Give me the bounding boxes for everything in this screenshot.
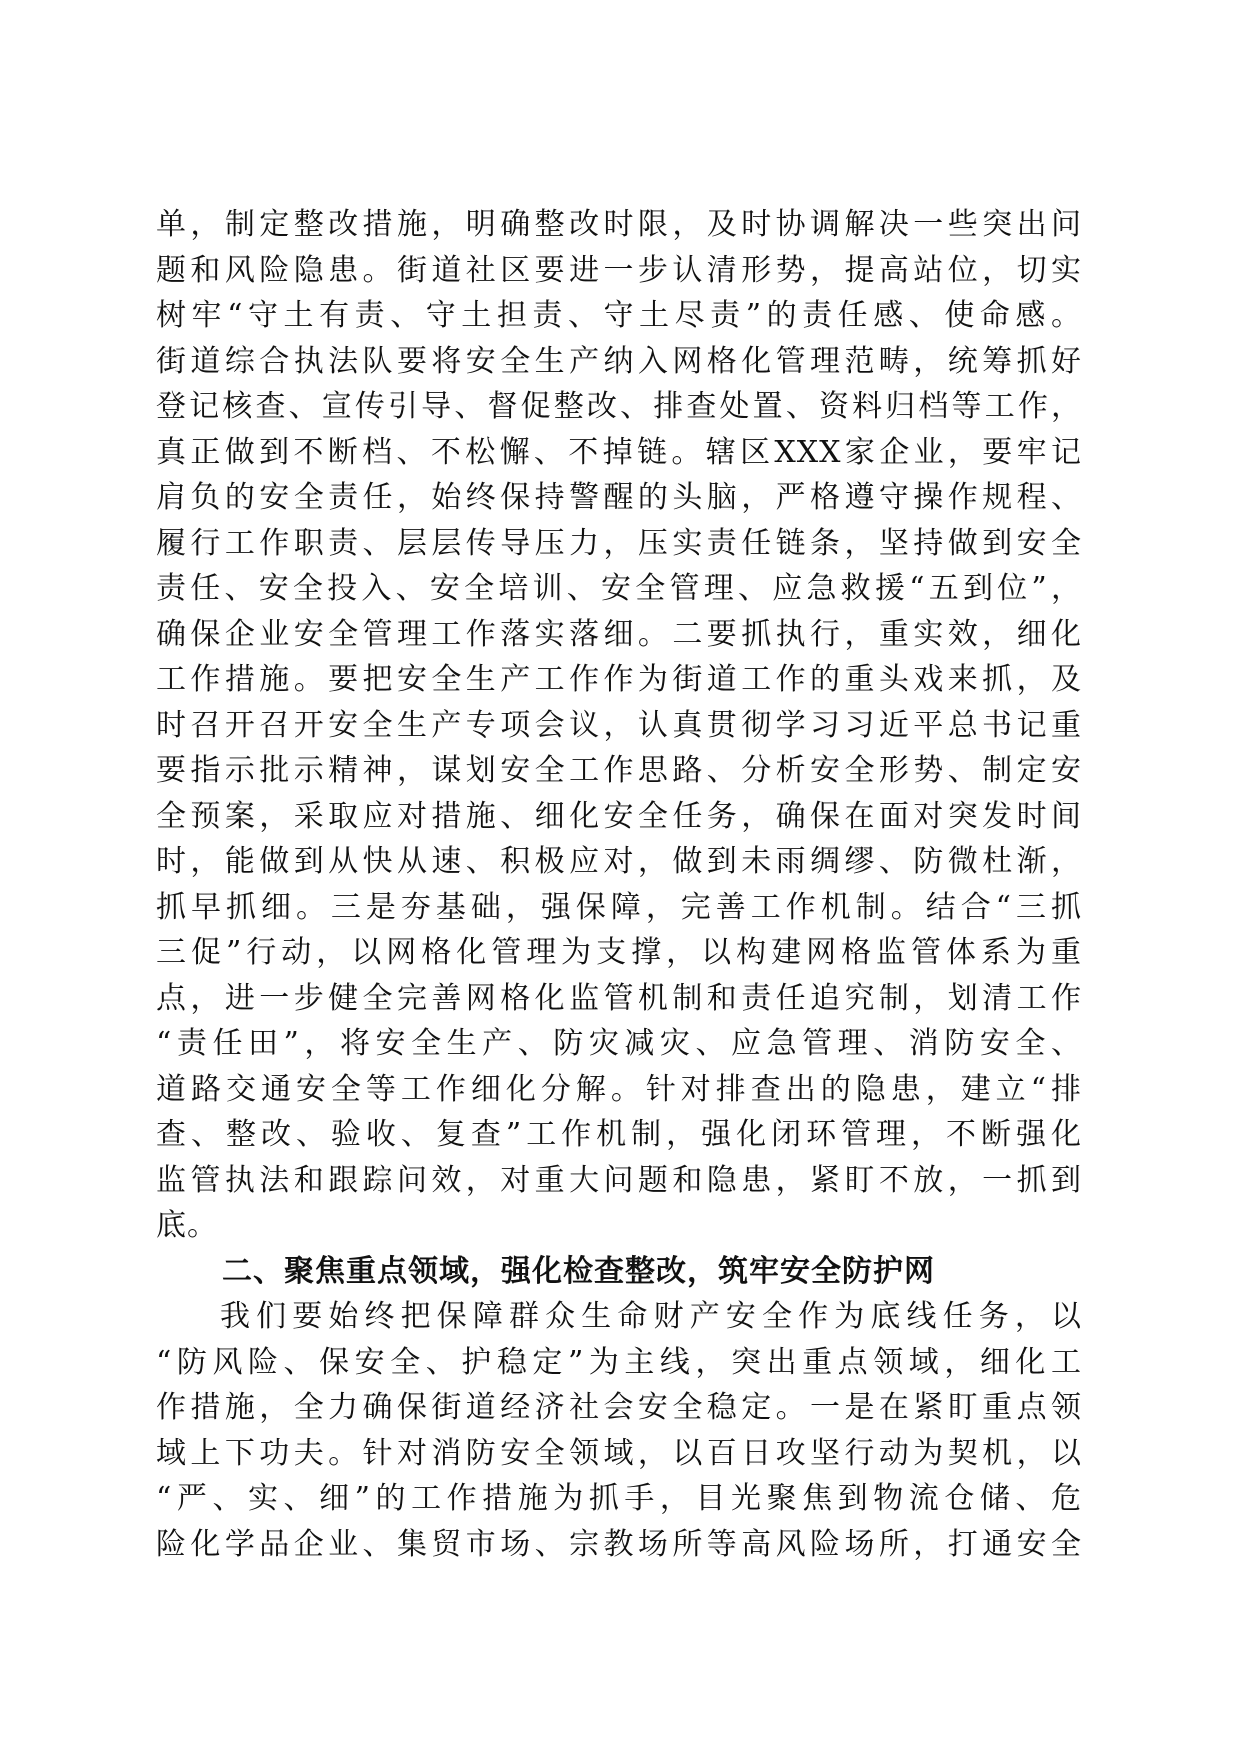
paragraph-2 — [156, 1294, 1082, 1567]
text-line: 履行工作职责、层层传导压力，压实责任链条，坚持做到安全 — [156, 525, 1082, 561]
text-line: 单，制定整改措施，明确整改时限，及时协调解决一些突出问 — [156, 207, 1082, 242]
text-line: “责任田”，将安全生产、防灾减灾、应急管理、消防安全、 — [156, 1026, 1082, 1061]
text-line: 查、整改、验收、复查”工作机制，强化闭环管理，不断强化 — [156, 1117, 1082, 1152]
text-line: 抓早抓细。三是夯基础，强保障，完善工作机制。结合“三抓 — [156, 889, 1082, 925]
text-line: 登记核查、宣传引导、督促整改、排查处置、资料归档等工作， — [156, 389, 1082, 424]
text-line: 真正做到不断档、不松懈、不掉链。辖区XXX家企业，要牢记 — [156, 434, 1082, 470]
text-line: 树牢“守土有责、守土担责、守土尽责”的责任感、使命感。 — [156, 298, 1082, 333]
text-line: 底。 — [156, 1208, 218, 1243]
text-line: 点，进一步健全完善网格化监管机制和责任追究制，划清工作 — [156, 980, 1082, 1016]
text-line: “防风险、保安全、护稳定”为主线，突出重点领域，细化工 — [156, 1344, 1082, 1380]
text-line: 监管执法和跟踪问效，对重大问题和隐患，紧盯不放，一抓到 — [156, 1162, 1082, 1198]
text-line: 险化学品企业、集贸市场、宗教场所等高风险场所，打通安全 — [156, 1526, 1082, 1562]
paragraph-1 — [156, 202, 1082, 1249]
text-line: 街道综合执法队要将安全生产纳入网格化管理范畴，统筹抓好 — [156, 343, 1082, 379]
text-line: 域上下功夫。针对消防安全领域，以百日攻坚行动为契机，以 — [156, 1435, 1082, 1471]
text-line: 肩负的安全责任，始终保持警醒的头脑，严格遵守操作规程、 — [156, 480, 1082, 515]
text-line: 要指示批示精神，谋划安全工作思路、分析安全形势、制定安 — [156, 753, 1082, 788]
document-page — [156, 202, 1082, 1567]
section-heading: 二、聚焦重点领域，强化检查整改，筑牢安全防护网 — [222, 1253, 935, 1289]
text-line: 道路交通安全等工作细化分解。针对排查出的隐患，建立“排 — [156, 1071, 1082, 1107]
text-line: 时召开召开安全生产专项会议，认真贯彻学习习近平总书记重 — [156, 707, 1082, 743]
text-line: 全预案，采取应对措施、细化安全任务，确保在面对突发时间 — [156, 798, 1082, 834]
text-line: 我们要始终把保障群众生命财产安全作为底线任务，以 — [220, 1299, 1082, 1334]
text-line: 时，能做到从快从速、积极应对，做到未雨绸缪、防微杜渐， — [156, 844, 1082, 879]
text-line: 作措施，全力确保街道经济社会安全稳定。一是在紧盯重点领 — [156, 1390, 1082, 1425]
text-line: 确保企业安全管理工作落实落细。二要抓执行，重实效，细化 — [156, 616, 1082, 652]
text-line: 责任、安全投入、安全培训、安全管理、应急救援“五到位”， — [156, 571, 1082, 606]
text-line: 工作措施。要把安全生产工作作为街道工作的重头戏来抓，及 — [156, 662, 1082, 697]
text-line: 三促”行动，以网格化管理为支撑，以构建网格监管体系为重 — [156, 935, 1082, 970]
text-line: “严、实、细”的工作措施为抓手，目光聚焦到物流仓储、危 — [156, 1481, 1082, 1516]
text-line: 题和风险隐患。街道社区要进一步认清形势，提高站位，切实 — [156, 252, 1082, 288]
